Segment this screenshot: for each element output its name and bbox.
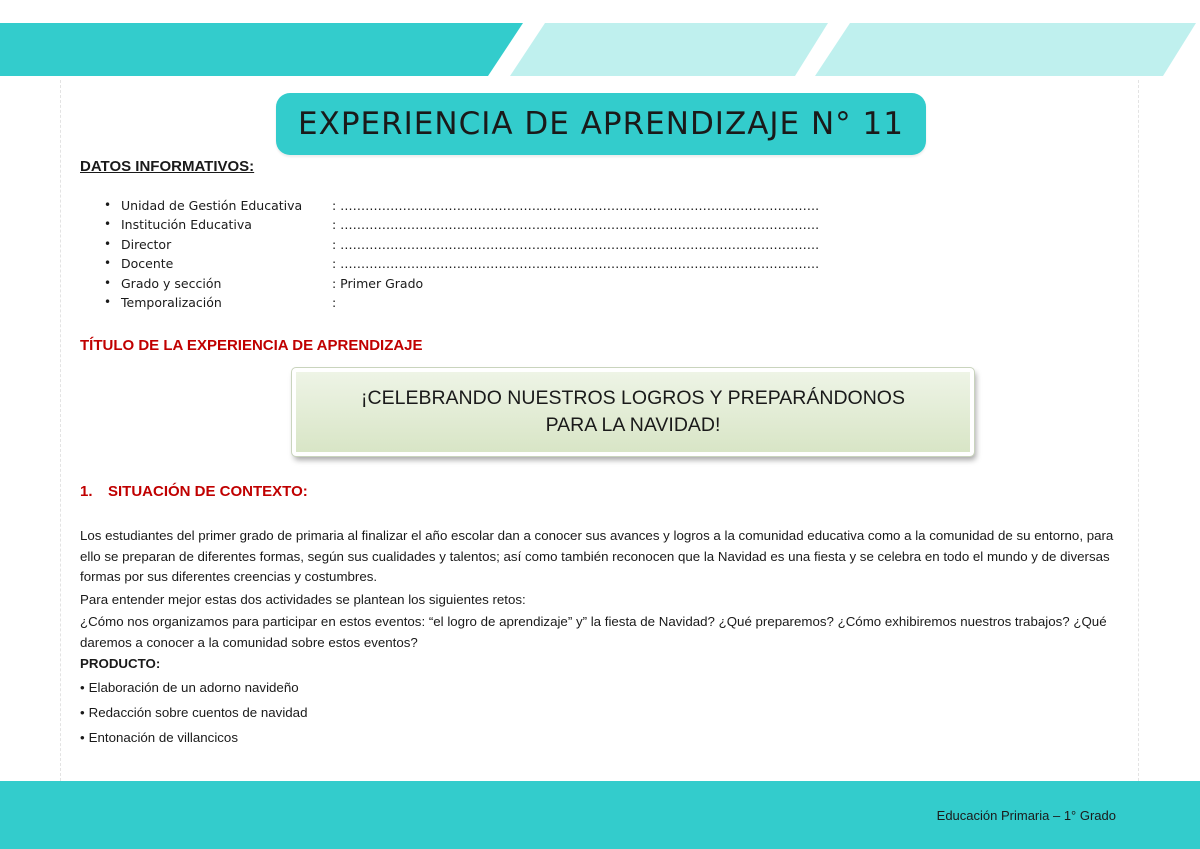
header-stripe-dark <box>0 23 523 76</box>
info-label: Institución Educativa <box>121 217 252 233</box>
producto-item-text: Entonación de villancicos <box>88 730 238 745</box>
document-title: EXPERIENCIA DE APRENDIZAJE N° 11 <box>298 106 904 142</box>
titulo-experiencia-text: ¡CELEBRANDO NUESTROS LOGROS Y PREPARÁNDONOS PARA LA NAVIDAD! <box>361 387 905 436</box>
footer-text: Educación Primaria – 1° Grado <box>936 808 1116 823</box>
info-label: Director <box>121 236 172 252</box>
bullet-icon: • <box>80 730 85 745</box>
bullet-icon: • <box>104 217 112 232</box>
info-label: Docente <box>121 256 174 272</box>
info-label: Unidad de Gestión Educativa <box>121 198 303 213</box>
section-number: 1. <box>80 483 93 500</box>
header-band <box>0 0 1200 80</box>
info-value: : ……………………………………………………………………………………………………. <box>332 236 820 252</box>
producto-item <box>80 730 238 745</box>
retos-intro-paragraph: Para entender mejor estas dos actividades se plantean los siguientes retos: <box>80 592 526 607</box>
info-value: : ……………………………………………………………………………………………………. <box>332 256 820 272</box>
info-value: : ……………………………………………………………………………………………………. <box>332 217 820 233</box>
header-stripe-light-1 <box>510 23 828 76</box>
page-margin-guide-left <box>60 80 61 781</box>
producto-item-text: Elaboración de un adorno navideño <box>88 680 299 695</box>
page-margin-guide-right <box>1138 80 1139 781</box>
bullet-icon: • <box>104 198 112 212</box>
document-title-banner <box>276 93 926 155</box>
producto-label: PRODUCTO: <box>80 656 161 671</box>
header-stripe-light-2 <box>815 23 1196 76</box>
bullet-icon: • <box>80 680 85 695</box>
section-title: SITUACIÓN DE CONTEXTO: <box>108 483 308 500</box>
producto-item <box>80 705 307 720</box>
bullet-icon: • <box>104 294 112 309</box>
info-label: Grado y sección <box>121 275 222 291</box>
info-value: : Primer Grado <box>332 275 424 291</box>
bullet-icon: • <box>104 236 112 251</box>
titulo-experiencia-box <box>292 368 974 456</box>
info-value: : ……………………………………………………………………………………………………. <box>332 198 820 213</box>
retos-questions-paragraph: ¿Cómo nos organizamos para participar en estos eventos: “el logro de aprendizaje” y” la fiesta de Navidad? ¿Qué preparemos? ¿Cómo exhibiremos nuestros trabajos? ¿Qué daremos a conocer a la comunidad sobre estos eventos? <box>80 614 1107 650</box>
info-value: : <box>332 294 337 310</box>
bullet-icon: • <box>104 275 112 290</box>
bullet-icon: • <box>104 256 112 271</box>
producto-item-text: Redacción sobre cuentos de navidad <box>88 705 308 720</box>
datos-informativos-heading: DATOS INFORMATIVOS: <box>80 158 255 175</box>
bullet-icon: • <box>80 705 85 720</box>
info-label: Temporalización <box>121 294 222 310</box>
titulo-experiencia-heading: TÍTULO DE LA EXPERIENCIA DE APRENDIZAJE <box>80 337 423 354</box>
producto-item <box>80 680 299 695</box>
footer-band <box>0 781 1200 849</box>
contexto-paragraph: Los estudiantes del primer grado de primaria al finalizar el año escolar dan a conocer sus avances y logros a la comunidad educativa como a la comunidad de su entorno, para ello se preparan de diferentes formas, según sus cualidades y talentos; así como también reconocen que la Navidad es una fiesta y se celebra en todo el mundo y de diversas formas por sus diferentes creencias y costumbres. <box>80 528 1114 584</box>
situacion-contexto-heading <box>80 483 308 500</box>
